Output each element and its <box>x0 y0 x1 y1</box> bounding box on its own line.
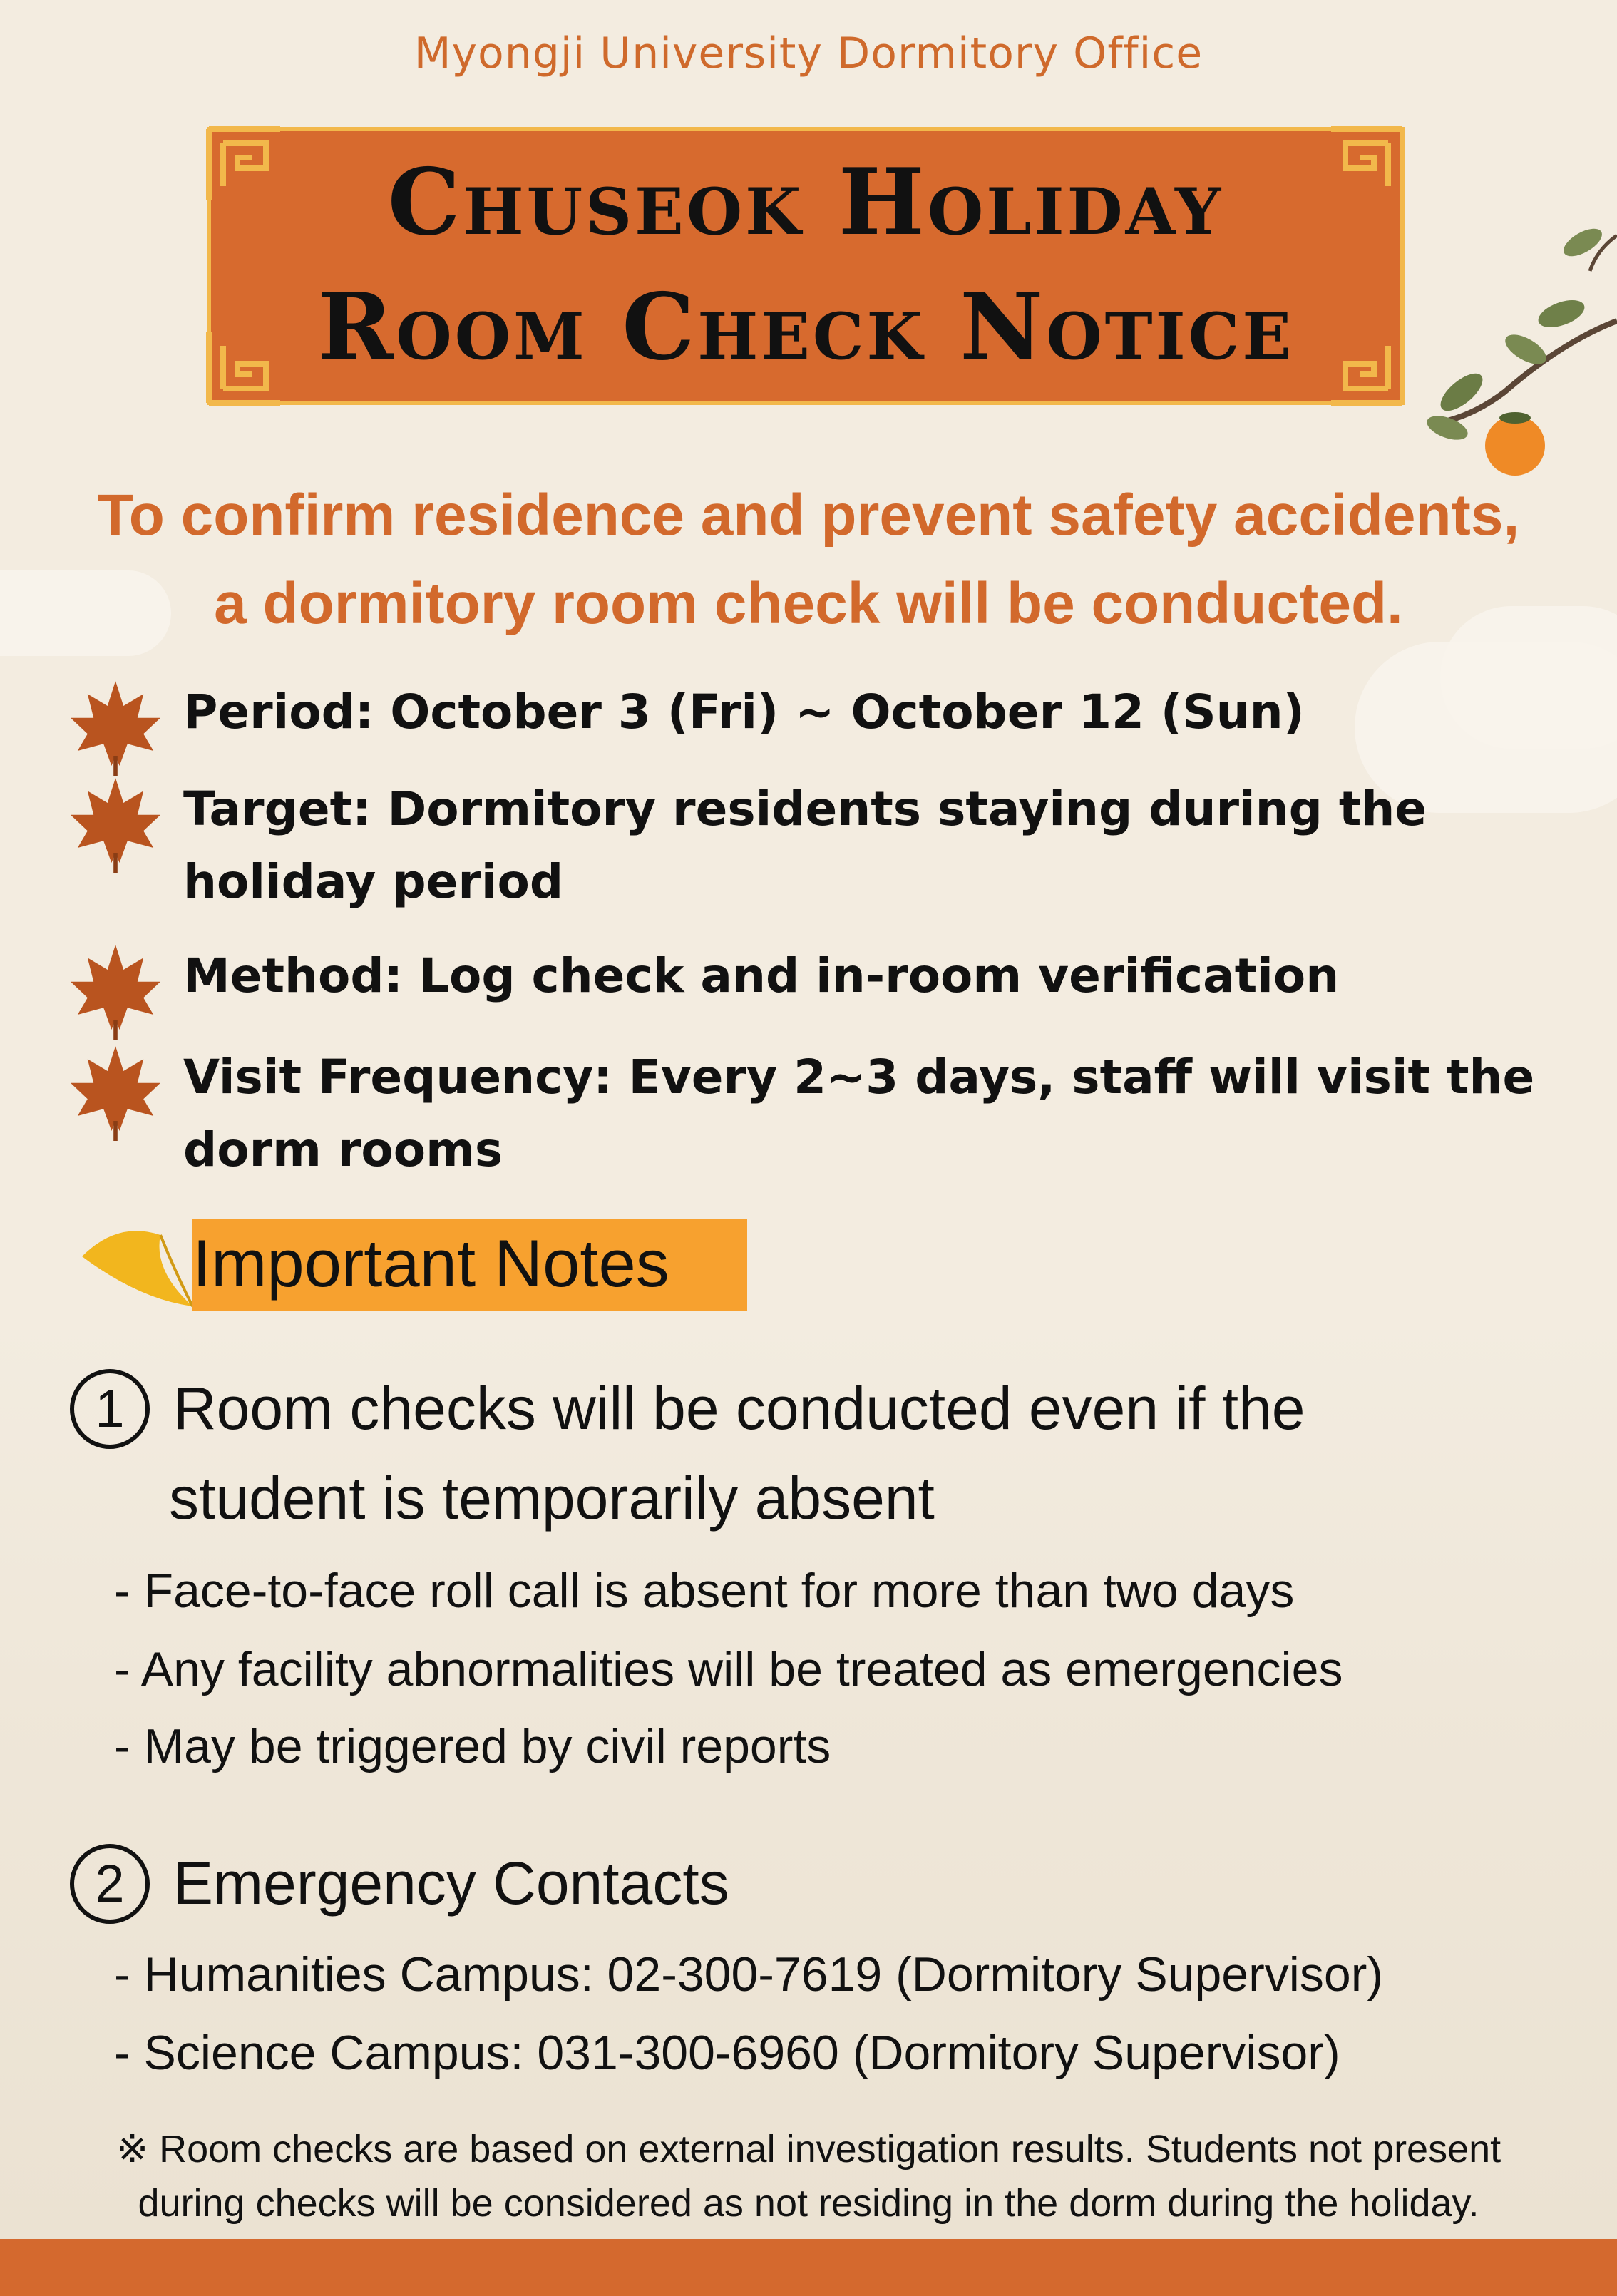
section-2-title: Emergency Contacts <box>173 1850 729 1917</box>
bottom-bar <box>0 2239 1617 2296</box>
important-notes-heading <box>192 1219 747 1311</box>
info-text: Period: October 3 (Fri) ~ October 12 (Sun) <box>183 685 1305 739</box>
section-number-badge: 1 <box>70 1369 150 1449</box>
maple-leaf-icon <box>66 1041 165 1141</box>
section-1-title-line-2: student is temporarily absent <box>169 1465 935 1532</box>
section-1-item: - May be triggered by civil reports <box>114 1719 831 1773</box>
section-1-title-line-1: Room checks will be conducted even if the <box>173 1375 1305 1442</box>
section-2-item: - Humanities Campus: 02-300-7619 (Dormitory Supervisor) <box>114 1947 1383 2002</box>
ginkgo-leaf-icon <box>75 1221 196 1313</box>
organization-name: Myongji University Dormitory Office <box>414 29 1203 78</box>
section-number-badge: 2 <box>70 1844 150 1924</box>
title-line-1: Chuseok Holiday <box>387 149 1224 256</box>
footnote-line-1: ※ Room checks are based on external investigation results. Students not present <box>115 2128 1502 2171</box>
intro-line-1: To confirm residence and prevent safety accidents, <box>97 483 1520 548</box>
maple-leaf-icon <box>66 676 165 776</box>
section-1-item: - Any facility abnormalities will be treated as emergencies <box>114 1642 1343 1696</box>
footnote-line-2: during checks will be considered as not residing in the dorm during the holiday. <box>138 2182 1479 2225</box>
important-notes-label: Important Notes <box>192 1226 669 1301</box>
maple-leaf-icon <box>66 773 165 873</box>
info-text: Target: Dormitory residents staying during the holiday period <box>183 781 1427 909</box>
section-1-item: - Face-to-face roll call is absent for more than two days <box>114 1564 1295 1618</box>
info-text: Method: Log check and in-room verification <box>183 948 1340 1003</box>
title-banner <box>207 127 1405 405</box>
section-2-item: - Science Campus: 031-300-6960 (Dormitory Supervisor) <box>114 2026 1340 2080</box>
intro-line-2: a dormitory room check will be conducted. <box>214 571 1403 636</box>
persimmon-branch-icon <box>1419 178 1617 485</box>
title-line-2: Room Check Notice <box>317 274 1294 381</box>
info-text: Visit Frequency: Every 2~3 days, staff will visit the dorm rooms <box>183 1050 1535 1177</box>
maple-leaf-icon <box>66 940 165 1040</box>
